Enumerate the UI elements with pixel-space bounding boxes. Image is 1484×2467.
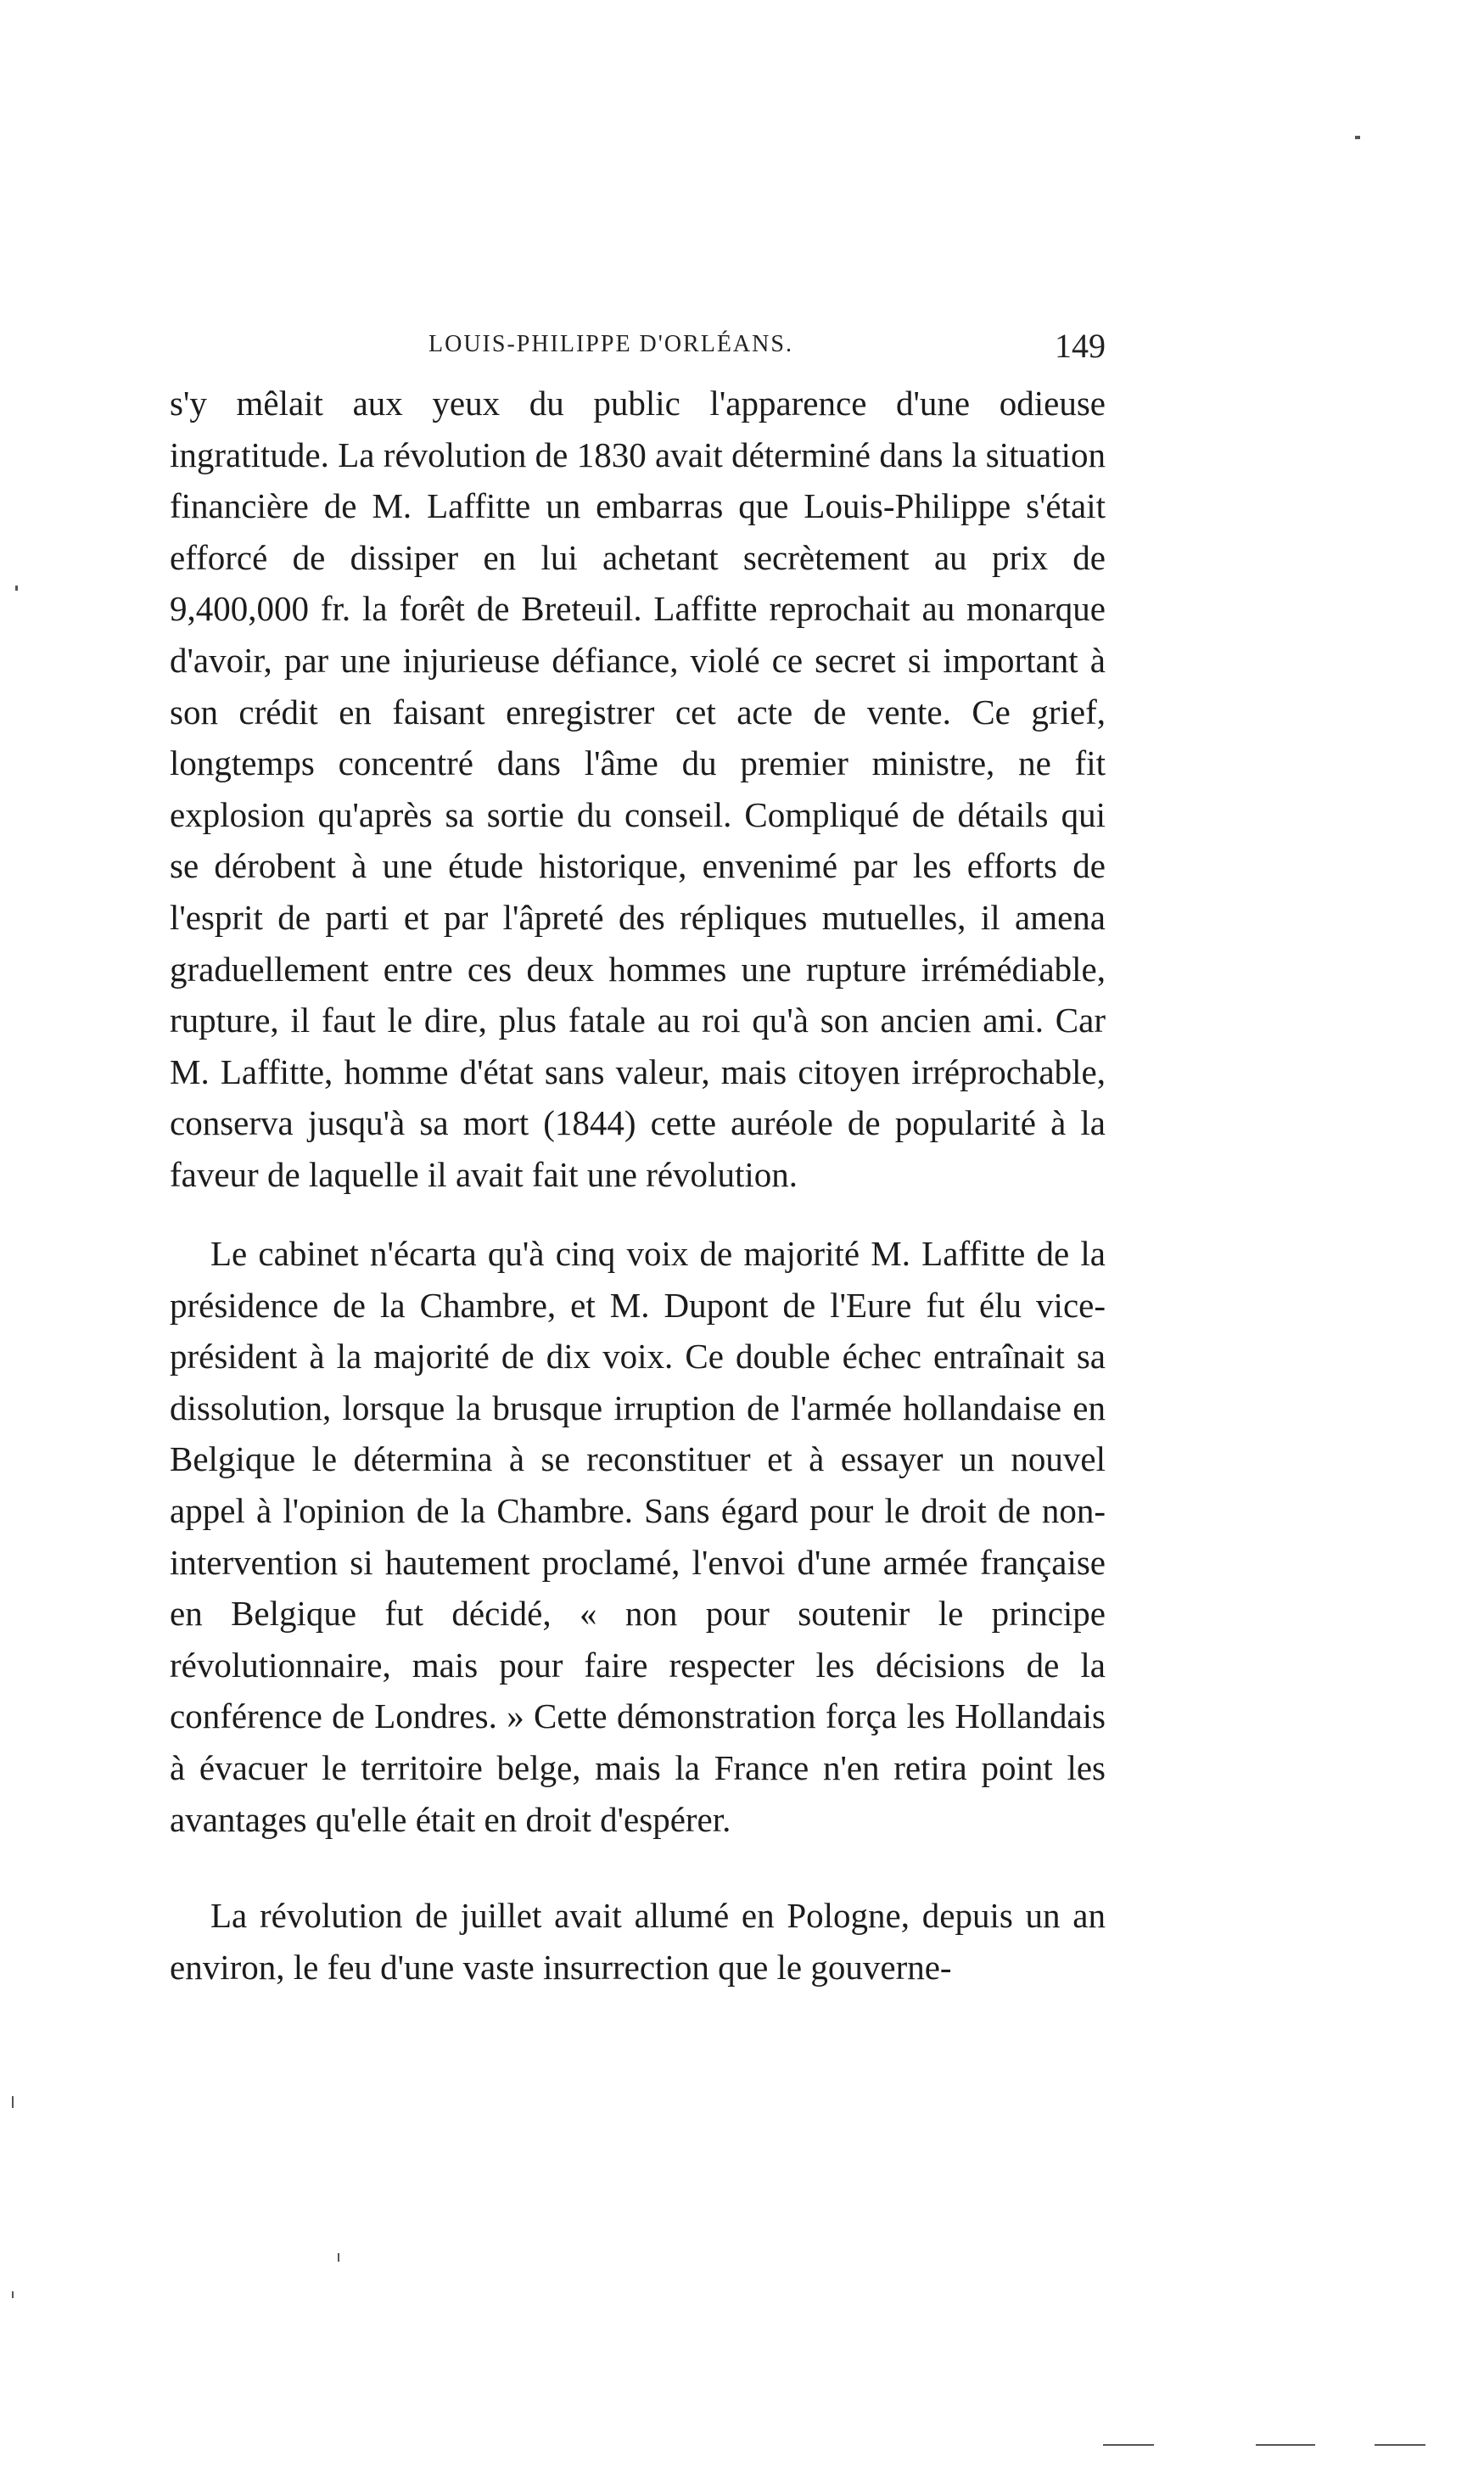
- text-block-2: [170, 1228, 1106, 1845]
- text-block-3: [170, 1890, 1106, 1993]
- scan-speck: [15, 586, 18, 591]
- scan-speck: [1103, 2444, 1154, 2446]
- scan-speck: [1355, 136, 1360, 139]
- scan-speck: [1256, 2444, 1315, 2446]
- paragraph-2: Le cabinet n'écarta qu'à cinq voix de majorité M. Laffitte de la présidence de la Chambre, et M. Dupont de l'Eure fut élu vice-président à la majorité de dix voix. Ce double échec entraînait sa dissolution, lorsque la brusque irruption de l'armée hollandaise en Belgique le détermina à se reconstituer et à essayer un nouvel appel à l'opinion de la Chambre. Sans égard pour le droit de non-intervention si hautement proclamé, l'envoi d'une armée française en Belgique fut décidé, « non pour soutenir le principe révolutionnaire, mais pour faire respecter les décisions de la conférence de Londres. » Cette démonstration força les Hollandais à évacuer le territoire belge, mais la France n'en retira point les avantages qu'elle était en droit d'espérer.: [170, 1234, 1106, 1839]
- paragraph-1: s'y mêlait aux yeux du public l'apparence d'une odieuse ingratitude. La révolution de 1830 avait déterminé dans la situation financière de M. Laffitte un embarras que Louis-Philippe s'était efforcé de dissiper en lui achetant secrètement au prix de 9,400,000 fr. la forêt de Breteuil. Laffitte reprochait au monarque d'avoir, par une injurieuse défiance, violé ce secret si important à son crédit en faisant enregistrer cet acte de vente. Ce grief, longtemps concentré dans l'âme du premier ministre, ne fit explosion qu'après sa sortie du conseil. Compliqué de détails qui se dérobent à une étude historique, envenimé par les efforts de l'esprit de parti et par l'âpreté des répliques mutuelles, il amena graduellement entre ces deux hommes une rupture irrémédiable, rupture, il faut le dire, plus fatale au roi qu'à son ancien ami. Car M. Laffitte, homme d'état sans valeur, mais citoyen irréprochable, conserva jusqu'à sa mort (1844) cette auréole de popularité à la faveur de laquelle il avait fait une révolution.: [170, 384, 1106, 1194]
- scan-speck: [12, 2291, 14, 2298]
- running-title: LOUIS-PHILIPPE D'ORLÉANS.: [428, 331, 793, 357]
- paragraph-3: La révolution de juillet avait allumé en Pologne, depuis un an environ, le feu d'une vaste insurrection que le gouverne-: [170, 1896, 1106, 1987]
- page-header: [170, 326, 1106, 373]
- scan-speck: [1375, 2444, 1425, 2446]
- page-number: 149: [1055, 327, 1106, 365]
- scan-speck: [12, 2096, 14, 2108]
- scan-speck: [338, 2253, 339, 2262]
- text-block-1: [170, 378, 1106, 1201]
